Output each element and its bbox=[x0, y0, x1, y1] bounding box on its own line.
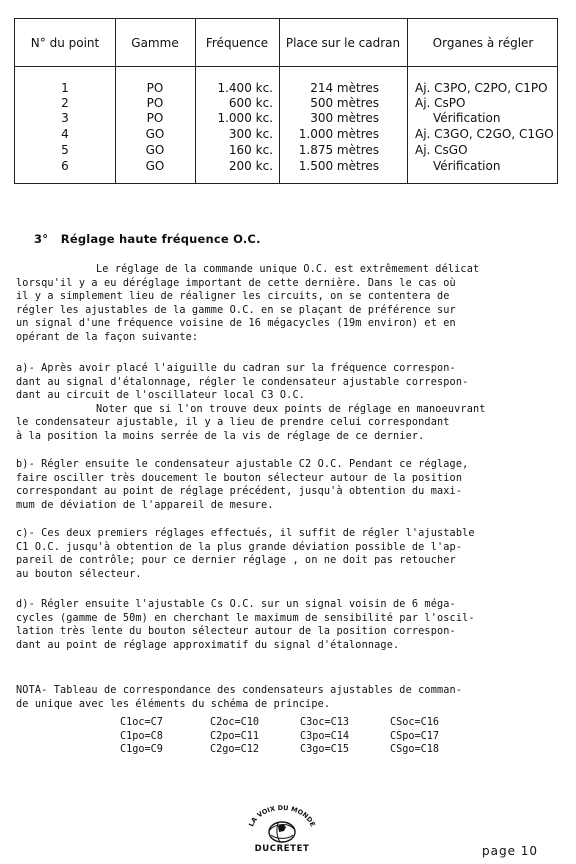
note-paragraph bbox=[16, 684, 462, 711]
cell-dial-position: 1.500 mètres bbox=[298, 159, 379, 173]
text-line: cycles (gamme de 50m) en cherchant le maximum de sensibilité par l'oscil- bbox=[16, 612, 475, 624]
grid-cell: CSgo=C18 bbox=[390, 744, 440, 756]
text-line: Le réglage de la commande unique O.C. est extrêmement délicat bbox=[96, 264, 480, 275]
step-c-paragraph bbox=[16, 527, 475, 581]
cell-range: PO bbox=[146, 96, 164, 110]
step-a-paragraph bbox=[16, 362, 486, 444]
grid-cell: C1oc=C7 bbox=[120, 717, 163, 728]
grid-cell: C2go=C12 bbox=[210, 744, 260, 756]
page-number: page 10 bbox=[482, 844, 539, 858]
grid-cell: CSoc=C16 bbox=[390, 717, 440, 728]
text-line: de unique avec les éléments du schéma de principe. bbox=[16, 698, 331, 710]
grid-cell: C3oc=C13 bbox=[300, 717, 350, 728]
text-line: dant au circuit de l'oscillateur local C3 O.C. bbox=[16, 390, 306, 402]
cell-point: 1 bbox=[61, 81, 69, 95]
header-divider bbox=[15, 66, 557, 67]
cell-adjust: Aj. C3PO, C2PO, C1PO bbox=[415, 81, 548, 95]
cell-dial-position: 1.875 mètres bbox=[298, 143, 379, 157]
grid-cell: C3go=C15 bbox=[300, 744, 350, 756]
cell-point: 6 bbox=[61, 159, 69, 173]
cell-point: 5 bbox=[61, 143, 69, 157]
col-header-range: Gamme bbox=[131, 35, 179, 50]
grid-row bbox=[120, 730, 480, 744]
step-d-paragraph bbox=[16, 598, 475, 652]
text-line: d)- Régler ensuite l'ajustable Cs O.C. sur un signal voisin de 6 méga- bbox=[16, 599, 456, 610]
grid-cell: C2po=C11 bbox=[210, 730, 260, 742]
grid-cell: C3po=C14 bbox=[300, 730, 350, 742]
text-line: le condensateur ajustable, il y a lieu de prendre celui correspondant bbox=[16, 417, 450, 429]
cell-dial-position: 1.000 mètres bbox=[298, 127, 379, 141]
text-line: pareil de contrôle; pour ce dernier réglage , on ne doit pas retoucher bbox=[16, 555, 456, 567]
grid-row bbox=[120, 743, 480, 757]
grid-cell: C2oc=C10 bbox=[210, 717, 260, 728]
col-header-point: N° du point bbox=[30, 35, 100, 50]
text-line: lation très lente du bouton sélecteur autour de la position correspon- bbox=[16, 626, 456, 638]
text-line: C1 O.C. jusqu'à obtention de la plus grande déviation possible de l'ap- bbox=[16, 541, 463, 553]
cell-adjust: Aj. CsPO bbox=[415, 96, 466, 110]
cell-point: 3 bbox=[61, 111, 69, 125]
text-line: il y a simplement lieu de réaligner les circuits, on se contentera de bbox=[16, 291, 450, 303]
text-line: b)- Régler ensuite le condensateur ajustable C2 O.C. Pendant ce réglage, bbox=[16, 459, 469, 470]
grid-cell: C1po=C8 bbox=[120, 730, 163, 742]
intro-paragraph bbox=[16, 263, 479, 345]
text-line: un signal d'une fréquence voisine de 16 mégacycles (19m environ) et en bbox=[16, 318, 456, 330]
text-line: dant au signal d'étalonnage, régler le condensateur ajustable correspon- bbox=[16, 376, 469, 388]
section-number: 3° bbox=[34, 232, 49, 246]
text-line: Noter que si l'on trouve deux points de réglage en manoeuvrant bbox=[96, 403, 486, 415]
col-header-dial-position: Place sur le cadran bbox=[285, 35, 401, 50]
cell-adjust: Aj. C3GO, C2GO, C1GO bbox=[415, 127, 554, 141]
text-line: a)- Après avoir placé l'aiguille du cadran sur la fréquence correspon- bbox=[16, 363, 456, 374]
cell-range: PO bbox=[146, 81, 164, 95]
cell-adjust: Vérification bbox=[433, 111, 501, 125]
text-line: NOTA- Tableau de correspondance des condensateurs ajustables de comman- bbox=[16, 685, 463, 696]
text-line: régler les ajustables de la gamme O.C. en se plaçant de préférence sur bbox=[16, 304, 456, 316]
text-line: à la position la moins serrée de la vis de réglage de ce dernier. bbox=[16, 430, 425, 442]
calibration-table bbox=[14, 18, 558, 184]
cell-dial-position: 300 mètres bbox=[310, 111, 379, 125]
logo-top-text: LA VOIX DU MONDE bbox=[247, 803, 317, 828]
grid-cell: CSpo=C17 bbox=[390, 730, 440, 742]
ducretet-logo bbox=[238, 802, 326, 854]
cell-frequency: 160 kc. bbox=[228, 143, 273, 157]
cell-frequency: 200 kc. bbox=[228, 159, 273, 173]
grid-row bbox=[120, 716, 480, 730]
cell-frequency: 300 kc. bbox=[228, 127, 273, 141]
text-line: c)- Ces deux premiers réglages effectués, il suffit de régler l'ajustable bbox=[16, 528, 475, 539]
cell-point: 4 bbox=[61, 127, 69, 141]
cell-range: PO bbox=[146, 111, 164, 125]
cell-frequency: 1.000 kc. bbox=[217, 111, 273, 125]
step-b-paragraph bbox=[16, 458, 468, 512]
cell-range: GO bbox=[145, 143, 165, 157]
cell-range: GO bbox=[145, 127, 165, 141]
cell-range: GO bbox=[145, 159, 165, 173]
col-header-adjust: Organes à régler bbox=[432, 35, 534, 50]
cell-adjust: Vérification bbox=[433, 159, 501, 173]
cell-point: 2 bbox=[61, 96, 69, 110]
text-line: lorsqu'il y a eu déréglage important de cette dernière. Dans le cas où bbox=[16, 277, 456, 289]
correspondence-grid bbox=[120, 716, 480, 757]
text-line: au bouton sélecteur. bbox=[16, 568, 142, 580]
text-line: opérant de la façon suivante: bbox=[16, 331, 199, 343]
text-line: dant au point de réglage approximatif du signal d'étalonnage. bbox=[16, 639, 400, 651]
cell-dial-position: 214 mètres bbox=[310, 81, 379, 95]
text-line: mum de déviation de l'appareil de mesure. bbox=[16, 499, 274, 511]
cell-adjust: Aj. CsGO bbox=[415, 143, 468, 157]
cell-frequency: 1.400 kc. bbox=[217, 81, 273, 95]
text-line: faire osciller très doucement le bouton sélecteur autour de la position bbox=[16, 472, 463, 484]
grid-cell: C1go=C9 bbox=[120, 744, 163, 756]
logo-bottom-text: DUCRETET bbox=[254, 844, 310, 854]
cell-dial-position: 500 mètres bbox=[310, 96, 379, 110]
text-line: correspondant au point de réglage précédent, jusqu'à obtention du maxi- bbox=[16, 486, 463, 498]
section-title: Réglage haute fréquence O.C. bbox=[60, 232, 261, 246]
cell-frequency: 600 kc. bbox=[228, 96, 273, 110]
col-header-frequency: Fréquence bbox=[205, 35, 269, 50]
section-heading bbox=[34, 232, 261, 246]
